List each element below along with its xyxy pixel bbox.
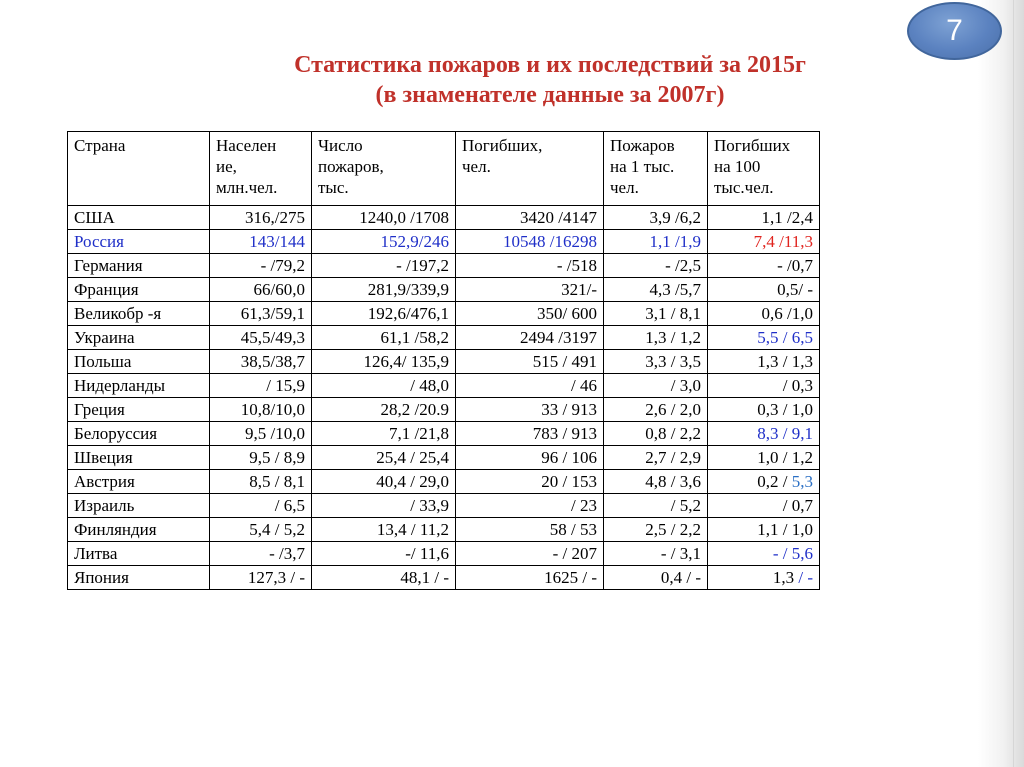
cell-population: 9,5 / 8,9 [210,446,312,470]
cell-population: - /79,2 [210,254,312,278]
cell-deaths: 515 / 491 [456,350,604,374]
cell-deaths-per-100k: 5,5 / 6,5 [708,326,820,350]
table-row [68,494,820,518]
cell-fires: 25,4 / 25,4 [312,446,456,470]
cell-fires-per-1k: 0,8 / 2,2 [604,422,708,446]
table-row [68,398,820,422]
cell-population: 61,3/59,1 [210,302,312,326]
cell-deaths: 96 / 106 [456,446,604,470]
cell-country: Израиль [68,494,210,518]
cell-fires-per-1k: 4,8 / 3,6 [604,470,708,494]
cell-deaths: 350/ 600 [456,302,604,326]
table-row [68,518,820,542]
cell-deaths-per-100k: 7,4 /11,3 [708,230,820,254]
cell-country: Литва [68,542,210,566]
cell-deaths: - /518 [456,254,604,278]
cell-deaths-per-100k: / 0,3 [708,374,820,398]
cell-country: США [68,206,210,230]
cell-country: Финляндия [68,518,210,542]
cell-deaths: 321/- [456,278,604,302]
table-row [68,374,820,398]
cell-country: Россия [68,230,210,254]
cell-population: / 15,9 [210,374,312,398]
cell-deaths: 10548 /16298 [456,230,604,254]
header-deaths: Погибших, чел. [456,132,604,206]
cell-deaths: 20 / 153 [456,470,604,494]
cell-fires: / 48,0 [312,374,456,398]
cell-population: 45,5/49,3 [210,326,312,350]
cell-fires-per-1k: 1,1 /1,9 [604,230,708,254]
cell-country: Германия [68,254,210,278]
cell-deaths: 3420 /4147 [456,206,604,230]
cell-fires: 61,1 /58,2 [312,326,456,350]
header-country: Страна [68,132,210,206]
cell-country: Польша [68,350,210,374]
table-row [68,302,820,326]
cell-country: Греция [68,398,210,422]
cell-country: Нидерланды [68,374,210,398]
cell-deaths-per-100k: - / 5,6 [708,542,820,566]
cell-deaths: / 46 [456,374,604,398]
cell-fires: 13,4 / 11,2 [312,518,456,542]
cell-deaths: 1625 / - [456,566,604,590]
cell-fires: 28,2 /20.9 [312,398,456,422]
cell-fires-per-1k: - /2,5 [604,254,708,278]
cell-population: 127,3 / - [210,566,312,590]
table-header-row [68,132,820,206]
cell-fires-per-1k: 3,3 / 3,5 [604,350,708,374]
page-edge-line [1013,0,1014,767]
table-row [68,422,820,446]
table-row [68,254,820,278]
cell-population: - /3,7 [210,542,312,566]
cell-deaths: 2494 /3197 [456,326,604,350]
cell-deaths-per-100k: 0,5/ - [708,278,820,302]
cell-country: Великобр -я [68,302,210,326]
table-row [68,278,820,302]
cell-fires-per-1k: 2,7 / 2,9 [604,446,708,470]
header-deaths-per-100k: Погибших на 100 тыс.чел. [708,132,820,206]
table-row [68,566,820,590]
header-population: Населен ие, млн.чел. [210,132,312,206]
table-row [68,326,820,350]
table-row [68,230,820,254]
cell-fires-per-1k: - / 3,1 [604,542,708,566]
cell-fires-per-1k: 3,9 /6,2 [604,206,708,230]
cell-deaths-per-100k: 0,3 / 1,0 [708,398,820,422]
cell-population: 143/144 [210,230,312,254]
cell-deaths: 58 / 53 [456,518,604,542]
cell-fires-per-1k: / 5,2 [604,494,708,518]
page-number-badge: 7 [907,2,1002,60]
cell-population: 5,4 / 5,2 [210,518,312,542]
cell-fires: 1240,0 /1708 [312,206,456,230]
table-row [68,542,820,566]
cell-deaths: - / 207 [456,542,604,566]
cell-fires-per-1k: 2,6 / 2,0 [604,398,708,422]
cell-fires-per-1k: 1,3 / 1,2 [604,326,708,350]
cell-country: Австрия [68,470,210,494]
cell-deaths-per-100k: 0,6 /1,0 [708,302,820,326]
cell-deaths-per-100k: 1,0 / 1,2 [708,446,820,470]
cell-fires: 192,6/476,1 [312,302,456,326]
cell-population: 38,5/38,7 [210,350,312,374]
cell-deaths-per-100k: - /0,7 [708,254,820,278]
cell-fires: 126,4/ 135,9 [312,350,456,374]
cell-fires-per-1k: 4,3 /5,7 [604,278,708,302]
cell-fires: 48,1 / - [312,566,456,590]
title-line-1: Статистика пожаров и их последствий за 2015г [294,52,806,78]
cell-population: 316,/275 [210,206,312,230]
cell-country: Белоруссия [68,422,210,446]
cell-deaths-per-100k: 0,2 / 5,3 [708,470,820,494]
cell-fires-per-1k: 3,1 / 8,1 [604,302,708,326]
cell-fires-per-1k: / 3,0 [604,374,708,398]
cell-fires: 7,1 /21,8 [312,422,456,446]
header-fires-per-1k: Пожаров на 1 тыс. чел. [604,132,708,206]
cell-fires: 152,9/246 [312,230,456,254]
cell-fires-per-1k: 2,5 / 2,2 [604,518,708,542]
cell-deaths-per-100k: 1,3 / - [708,566,820,590]
cell-deaths: / 23 [456,494,604,518]
cell-fires-per-1k: 0,4 / - [604,566,708,590]
table-row [68,446,820,470]
cell-fires: 40,4 / 29,0 [312,470,456,494]
cell-population: 10,8/10,0 [210,398,312,422]
slide-title [190,50,910,110]
cell-population: 9,5 /10,0 [210,422,312,446]
title-line-2: (в знаменателе данные за 2007г) [375,82,725,108]
cell-population: 8,5 / 8,1 [210,470,312,494]
cell-population: / 6,5 [210,494,312,518]
cell-deaths-per-100k: 1,3 / 1,3 [708,350,820,374]
cell-country: Франция [68,278,210,302]
table-row [68,206,820,230]
cell-deaths: 33 / 913 [456,398,604,422]
table-row [68,470,820,494]
cell-country: Швеция [68,446,210,470]
cell-fires: -/ 11,6 [312,542,456,566]
cell-deaths-per-100k: / 0,7 [708,494,820,518]
header-fires: Число пожаров, тыс. [312,132,456,206]
cell-fires: / 33,9 [312,494,456,518]
cell-population: 66/60,0 [210,278,312,302]
cell-deaths-per-100k: 1,1 /2,4 [708,206,820,230]
fire-statistics-table [67,131,820,590]
page-edge-shadow [978,0,1024,767]
cell-country: Япония [68,566,210,590]
cell-fires: - /197,2 [312,254,456,278]
cell-deaths-per-100k: 1,1 / 1,0 [708,518,820,542]
cell-country: Украина [68,326,210,350]
cell-deaths: 783 / 913 [456,422,604,446]
cell-deaths-per-100k: 8,3 / 9,1 [708,422,820,446]
cell-fires: 281,9/339,9 [312,278,456,302]
table-row [68,350,820,374]
